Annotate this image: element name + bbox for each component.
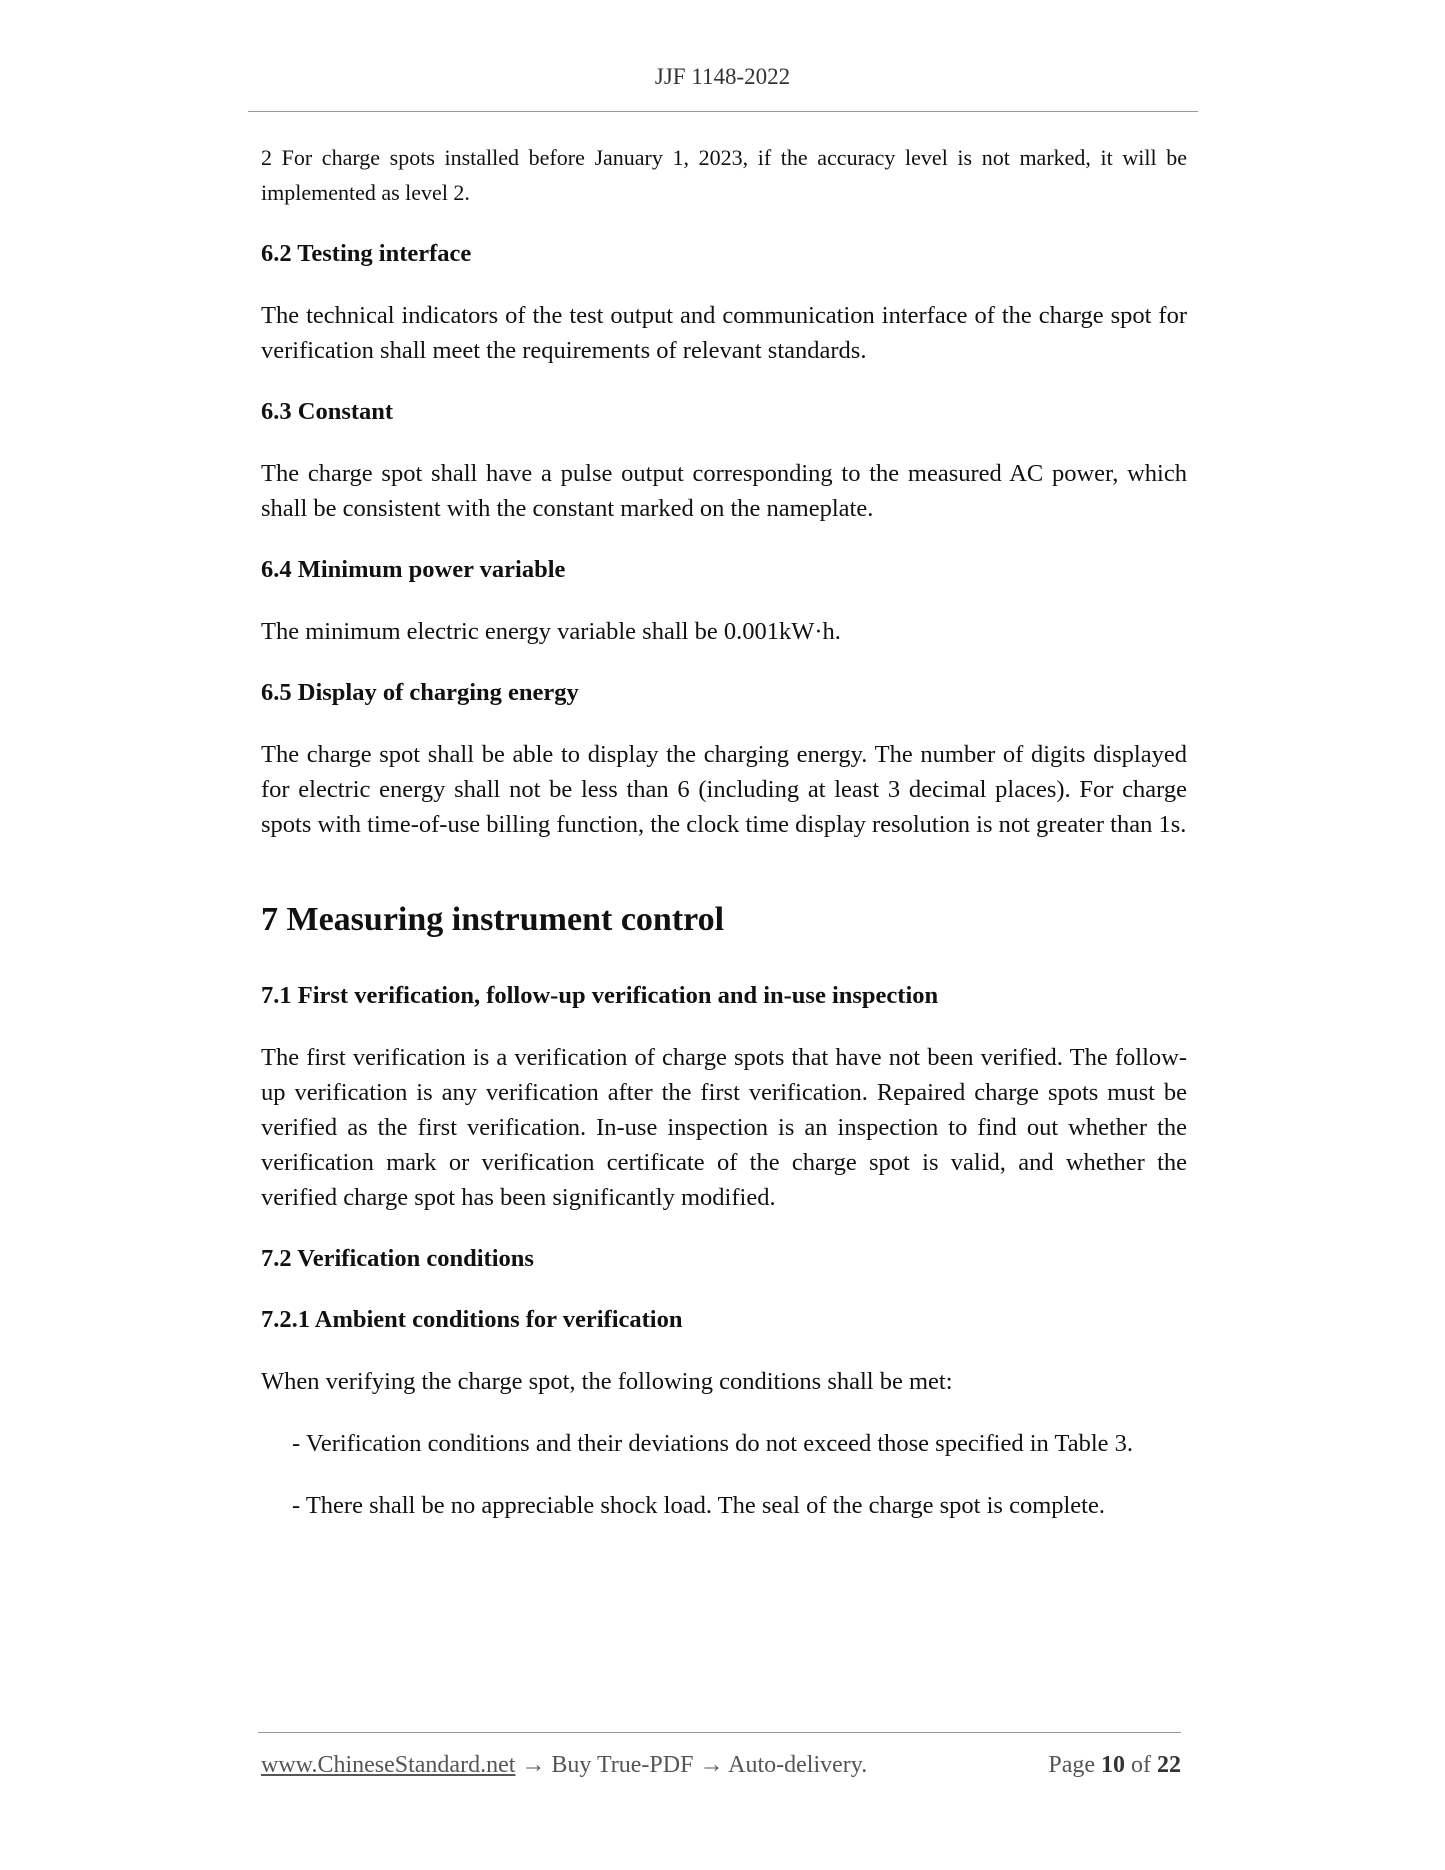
website-link[interactable]: www.ChineseStandard.net <box>261 1752 516 1778</box>
section-6-5-heading: 6.5 Display of charging energy <box>261 679 579 706</box>
section-7-2-heading: 7.2 Verification conditions <box>261 1245 534 1272</box>
total-pages: 22 <box>1157 1752 1181 1778</box>
footer-promo <box>261 1752 867 1779</box>
section-6-2-heading: 6.2 Testing interface <box>261 240 472 267</box>
page-header-title: JJF 1148-2022 <box>654 64 791 89</box>
section-7-2-1-heading: 7.2.1 Ambient conditions for verification <box>261 1306 683 1333</box>
footer-divider <box>258 1732 1181 1733</box>
document-body <box>261 140 1187 1550</box>
note-paragraph: 2 For charge spots installed before January 1, 2023, if the accuracy level is not marked, it will be implemented as level 2. <box>261 145 1187 205</box>
list-item: - There shall be no appreciable shock load. The seal of the charge spot is complete. <box>292 1492 1105 1519</box>
page-indicator <box>1048 1752 1181 1779</box>
page-label: Page <box>1048 1752 1095 1778</box>
section-6-3-heading: 6.3 Constant <box>261 398 394 425</box>
section-6-4-text: The minimum electric energy variable shall be 0.001kW·h. <box>261 618 841 645</box>
page-number: 10 <box>1101 1752 1125 1778</box>
list-item: - Verification conditions and their deviations do not exceed those specified in Table 3. <box>292 1430 1134 1457</box>
section-7-1-heading: 7.1 First verification, follow-up verification and in-use inspection <box>261 982 939 1009</box>
header-divider <box>248 111 1198 112</box>
arrow-right-icon: → <box>699 1752 724 1778</box>
section-7-heading: 7 Measuring instrument control <box>261 901 725 938</box>
buy-text: Buy True-PDF <box>551 1752 694 1778</box>
of-label: of <box>1131 1752 1151 1778</box>
section-7-1-text: The first verification is a verification of charge spots that have not been verified. The follow-up verification is any verification after the first verification. Repaired charge spots must be verified as the first verification. In-use inspection is an inspection to find out whether the verification mark or verification certificate of the charge spot is valid, and whether the verified charge spot has been significantly modified. <box>261 1044 1187 1211</box>
section-6-3-text: The charge spot shall have a pulse output corresponding to the measured AC power, which shall be consistent with the constant marked on the nameplate. <box>261 460 1187 522</box>
section-6-5-text: The charge spot shall be able to display the charging energy. The number of digits displayed for electric energy shall not be less than 6 (including at least 3 decimal places). For charge spots with time-of-use billing function, the clock time display resolution is not greater than 1s. <box>261 741 1187 838</box>
section-6-4-heading: 6.4 Minimum power variable <box>261 556 566 583</box>
arrow-right-icon: → <box>521 1752 546 1778</box>
section-6-2-text: The technical indicators of the test output and communication interface of the charge spot for verification shall meet the requirements of relevant standards. <box>261 302 1187 364</box>
section-7-2-1-intro: When verifying the charge spot, the following conditions shall be met: <box>261 1368 953 1395</box>
delivery-text: Auto-delivery. <box>728 1752 868 1778</box>
